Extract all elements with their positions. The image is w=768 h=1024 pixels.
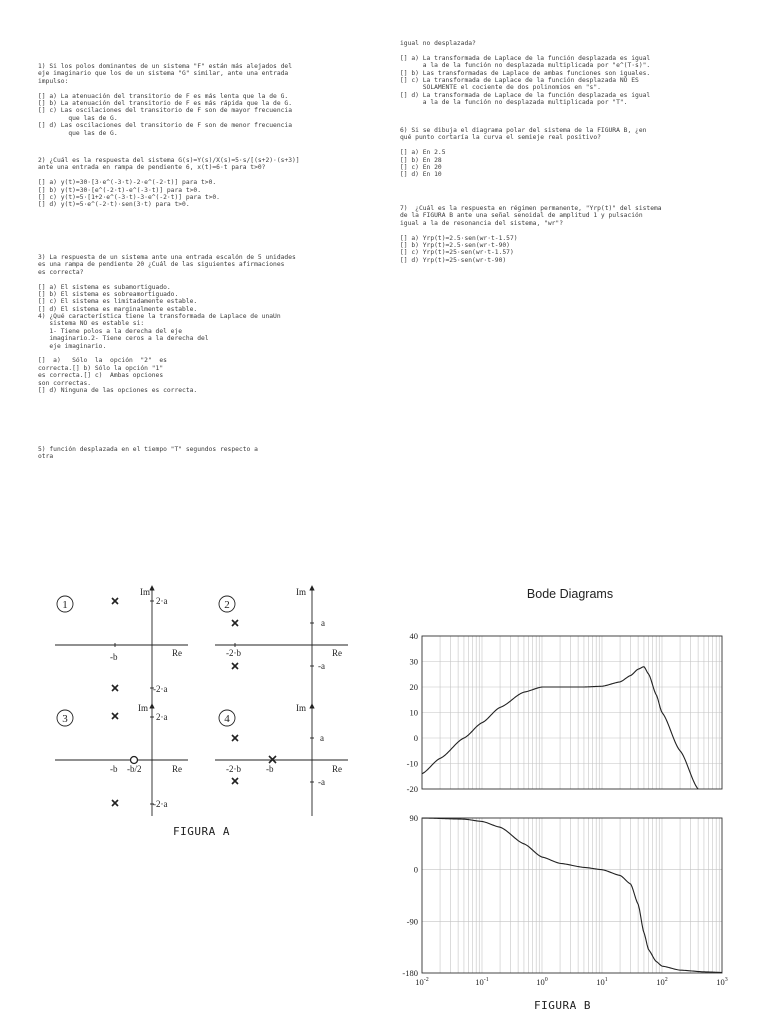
text-line: sistema NO es estable si:	[38, 320, 145, 328]
im-label: Im	[296, 587, 306, 597]
text-line: [] a) El sistema es subamortiguado.	[38, 283, 171, 291]
figure-a-caption: FIGURA A	[173, 825, 230, 838]
text-line: 2) ¿Cuál es la respuesta del sistema G(s)=Y(s)/X(s)=5·s/[(s+2)·(s+3)]	[38, 157, 300, 164]
text-line: [] a) La transformada de Laplace de la función desplazada es igual	[400, 54, 651, 62]
text-line: [] c) La transformada de Laplace de la función desplazada NO ES	[400, 77, 639, 85]
figure-a	[50, 580, 350, 825]
re-label: Re	[172, 764, 182, 774]
text-line: impulso:	[38, 77, 69, 85]
text-line	[38, 85, 292, 92]
question-2	[38, 157, 300, 209]
im-label: Im	[296, 703, 306, 713]
frequency-tick-label: $10^1$	[596, 977, 608, 987]
tick-label: -b	[110, 652, 118, 662]
phase-tick-label: -180	[402, 968, 418, 978]
pole-zero-panel-2	[215, 586, 348, 705]
text-line: eje imaginario que los de un sistema "G" similar, ante una entrada	[38, 70, 289, 78]
frequency-tick-label: $10^3$	[716, 977, 728, 987]
panel-number: 3	[62, 713, 68, 725]
frequency-tick-label: $10^{-1}$	[475, 977, 489, 987]
text-line: [] c) Las oscilaciones del transitorio de F son de mayor frecuencia	[38, 107, 293, 115]
text-line: [] a) En 2.5	[400, 149, 446, 157]
question-3	[38, 254, 296, 313]
zero-marker	[131, 757, 138, 764]
text-line	[400, 142, 646, 149]
text-line: es una rampa de pendiente 20 ¿Cuál de las siguientes afirmaciones	[38, 261, 285, 269]
text-line: [] d) Yrp(t)=25·sen(wr·t-90)	[400, 256, 507, 264]
text-line: [] a) Yrp(t)=2.5·sen(wr·t-1.57)	[400, 234, 518, 242]
pole-zero-panel-3	[55, 703, 188, 816]
magnitude-tick-label: 40	[409, 631, 418, 641]
text-line: 6) Si se dibuja el diagrama polar del sistema de la FIGURA B, ¿en	[400, 127, 647, 134]
tick-label: -a	[318, 661, 325, 671]
text-line: a la de la función no desplazada multiplicada por "T".	[400, 99, 628, 107]
magnitude-tick-label: 10	[409, 707, 418, 718]
panel-number: 2	[224, 599, 230, 611]
re-label: Re	[332, 648, 342, 658]
text-line: correcta.[] b) Sólo la opción "1"	[38, 364, 164, 372]
text-line: imaginario.2- Tiene ceros a la derecha del	[38, 335, 209, 343]
question-4	[38, 313, 281, 394]
re-label: Re	[332, 764, 342, 774]
tick-label: -b/2	[127, 764, 142, 774]
frequency-tick-label: $10^{-2}$	[415, 977, 429, 987]
text-line: [] d) y(t)=5·e^(-2·t)·sen(3·t) para t>0.	[38, 201, 190, 209]
text-line: [] b) La atenuación del transitorio de F es más rápida que la de G.	[38, 100, 293, 108]
frequency-tick-label: $10^0$	[536, 977, 548, 987]
text-line: [] b) y(t)=30·[e^(-2·t)-e^(-3·t)] para t>0.	[38, 186, 202, 194]
magnitude-tick-label: -10	[406, 758, 418, 769]
text-line: que las de G.	[38, 114, 118, 122]
tick-label: -b	[110, 764, 118, 774]
text-line: [] d) Las oscilaciones del transitorio de F son de menor frecuencia	[38, 122, 293, 130]
tick-label: a	[321, 618, 325, 628]
phase-frame	[422, 818, 722, 973]
panel-number: 4	[224, 713, 230, 725]
magnitude-tick-label: 30	[409, 656, 418, 667]
text-line: 5) función desplazada en el tiempo "T" segundos respecto a	[38, 446, 258, 453]
phase-tick-label: 90	[409, 813, 418, 823]
text-line: eje imaginario.	[38, 342, 107, 350]
text-line: ante una entrada en rampa de pendiente 6, x(t)=6·t para t>0?	[38, 164, 266, 172]
im-label: Im	[138, 703, 148, 713]
text-line: 3) La respuesta de un sistema ante una entrada escalón de 5 unidades	[38, 254, 296, 261]
text-line: otra	[38, 453, 54, 461]
pole-marker	[112, 713, 118, 806]
tick-label: -2·b	[226, 764, 241, 774]
tick-label: -2·a	[153, 684, 168, 694]
text-line: es correcta?	[38, 268, 84, 276]
text-line: [] d) La transformada de Laplace de la función desplazada es igual	[400, 91, 651, 99]
tick-label: -2·b	[226, 648, 241, 658]
text-line: igual a la de resonancia del sistema, "wr"?	[400, 219, 564, 227]
magnitude-tick-label: 20	[409, 682, 418, 692]
figure-b-caption: FIGURA B	[534, 999, 591, 1012]
text-line: son correctas.	[38, 379, 92, 387]
magnitude-tick-label: -20	[406, 784, 418, 794]
text-line: [] d) En 10	[400, 171, 442, 179]
text-line: [] b) Las transformadas de Laplace de ambas funciones son iguales.	[400, 69, 651, 77]
tick-label: -b	[266, 764, 274, 774]
pole-zero-panel-1	[55, 586, 188, 705]
re-label: Re	[172, 648, 182, 658]
tick-label: 2·a	[156, 596, 168, 606]
text-line: [] a) La atenuación del transitorio de F es más lenta que la de G.	[38, 92, 289, 100]
pole-marker	[232, 735, 276, 784]
im-label: Im	[140, 587, 150, 597]
text-line: [] d) Ninguna de las opciones es correcta.	[38, 387, 198, 395]
text-line: [] c) Yrp(t)=25·sen(wr·t-1.57)	[400, 249, 514, 257]
magnitude-tick-label: 0	[413, 733, 418, 743]
tick-label: a	[320, 733, 324, 743]
bode-diagram	[380, 580, 760, 998]
panel-number: 1	[62, 599, 68, 611]
text-line: de la FIGURA B ante una señal senoidal de amplitud 1 y pulsación	[400, 212, 643, 220]
text-line: 1- Tiene polos a la derecha del eje	[38, 327, 183, 335]
text-line: a la de la función no desplazada multiplicada por "e^(T·s)".	[400, 62, 651, 70]
tick-label: -a	[318, 777, 325, 787]
text-line: [] c) y(t)=5·[1+2·e^(-3·t)-3·e^(-2·t)] para t>0.	[38, 194, 220, 202]
bode-title: Bode Diagrams	[526, 587, 614, 601]
text-line: [] a) y(t)=30·[3·e^(-3·t)-2·e^(-2·t)] para t>0.	[38, 179, 217, 187]
question-5	[38, 446, 258, 461]
text-line: igual no desplazada?	[400, 40, 476, 47]
question-5-continued	[400, 40, 650, 107]
text-line: es correcta.[] c) Ambas opciones	[38, 372, 164, 380]
text-line: [] c) En 20	[400, 164, 442, 172]
phase-tick-label: 0	[413, 864, 418, 875]
text-line: 7) ¿Cuál es la respuesta en régimen permanente, "Yrp(t)" del sistema	[400, 205, 662, 212]
text-line: [] b) El sistema es sobreamortiguado.	[38, 291, 179, 299]
text-line	[400, 227, 662, 234]
text-line: qué punto cortaría la curva el semieje real positivo?	[400, 134, 601, 142]
text-line: SOLAMENTE el cociente de dos polinomios en "s".	[400, 84, 601, 92]
frequency-tick-label: $10^2$	[656, 977, 668, 987]
phase-tick-label: -90	[406, 916, 418, 927]
text-line	[38, 276, 296, 283]
question-7	[400, 205, 662, 264]
text-line: 4) ¿Qué característica tiene la transformada de Laplace de unaUn	[38, 313, 281, 320]
text-line: que las de G.	[38, 129, 118, 137]
question-1	[38, 63, 292, 137]
text-line: [] b) En 28	[400, 156, 442, 164]
tick-label: 2·a	[156, 712, 168, 722]
pole-zero-panel-4	[215, 703, 348, 816]
text-line: [] a) Sólo la opción "2" es	[38, 357, 167, 365]
question-6	[400, 127, 646, 179]
tick-label: -2·a	[153, 799, 168, 809]
text-line	[400, 47, 650, 54]
text-line	[38, 172, 300, 179]
text-line: [] b) Yrp(t)=2.5·sen(wr·t-90)	[400, 242, 510, 250]
text-line: [] c) El sistema es limitadamente estable.	[38, 298, 198, 306]
text-line: [] d) El sistema es marginalmente estable.	[38, 305, 198, 313]
text-line: 1) Si los polos dominantes de un sistema "F" están más alejados del	[38, 63, 293, 70]
phase-curve	[422, 818, 722, 972]
